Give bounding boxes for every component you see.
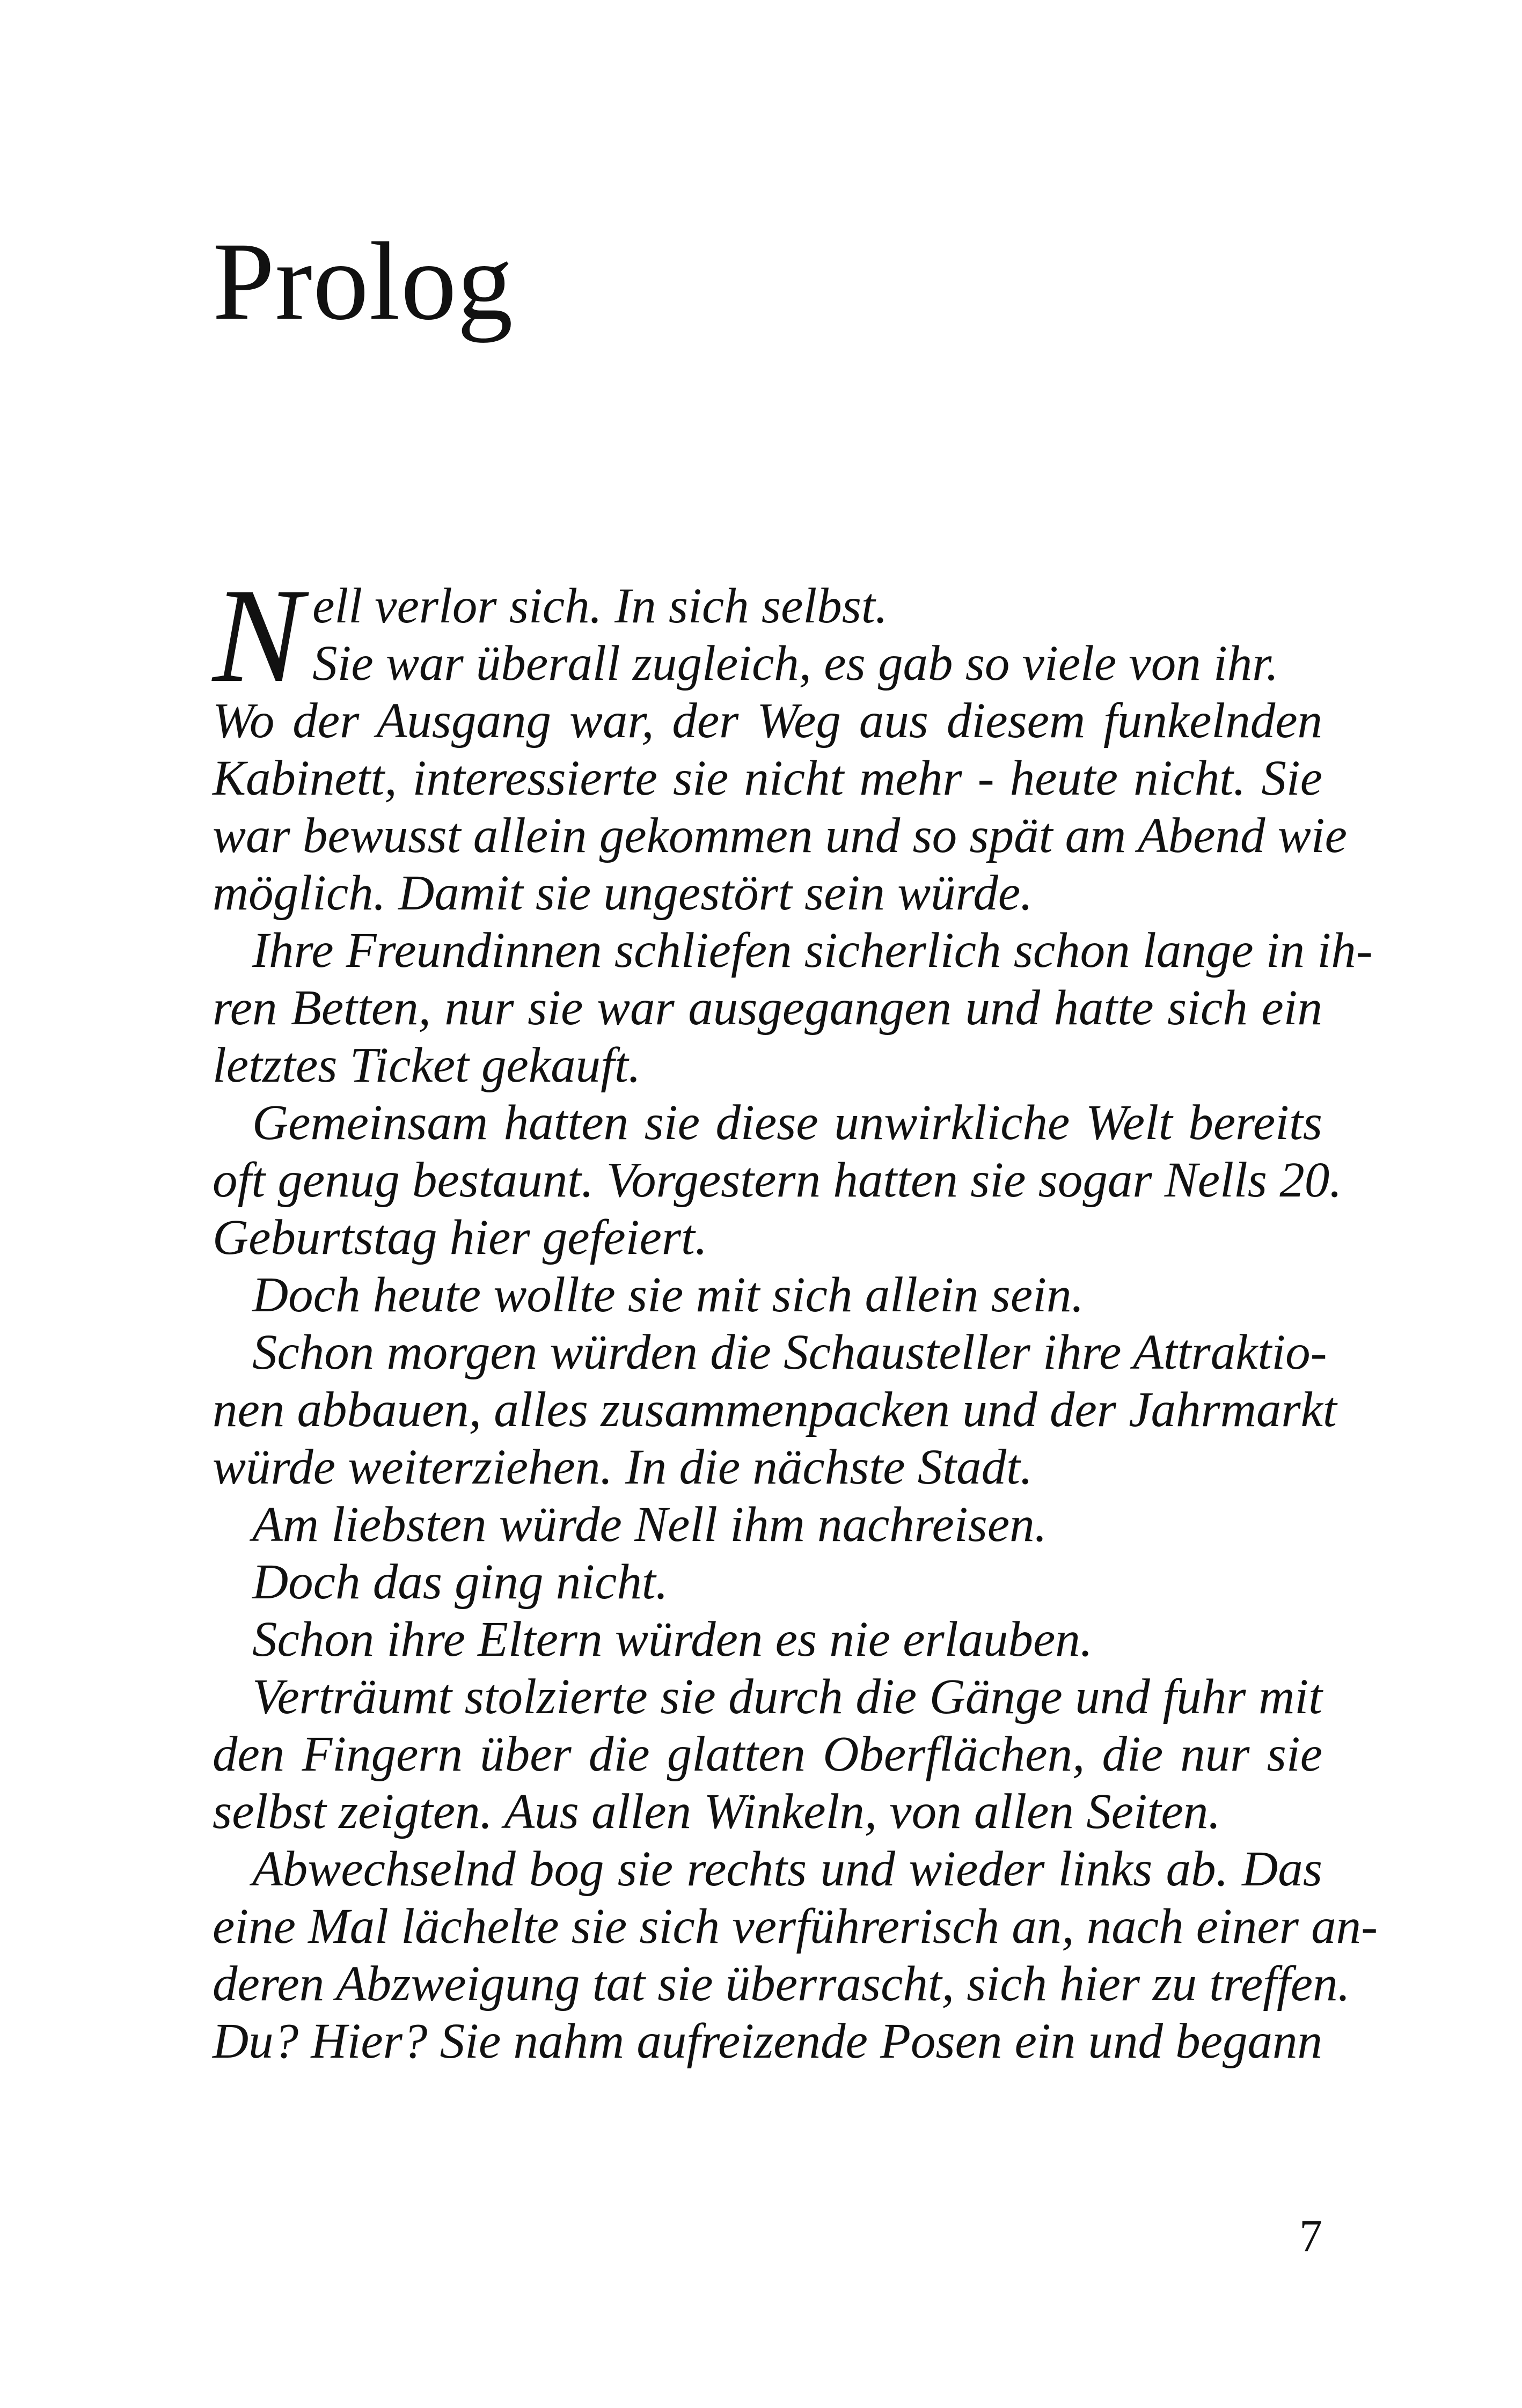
text-line: ren Betten, nur sie war ausgegangen und hatte sich ein (213, 980, 1322, 1036)
text-line: Gemeinsam hatten sie diese unwirkliche Welt bereits (252, 1095, 1322, 1150)
text-line: Am liebsten würde Nell ihm nachreisen. (252, 1497, 1047, 1552)
text-line: Doch das ging nicht. (252, 1554, 668, 1610)
text-line: selbst zeigten. Aus allen Winkeln, von allen Seiten. (213, 1784, 1221, 1839)
text-line: Abwechselnd bog sie rechts und wieder links ab. Das (252, 1841, 1322, 1897)
text-line: Schon ihre Eltern würden es nie erlauben. (252, 1612, 1093, 1667)
text-line: Geburtstag hier gefeiert. (213, 1210, 708, 1265)
text-line: Verträumt stolzierte sie durch die Gänge und fuhr mit (252, 1669, 1322, 1724)
text-line: Wo der Ausgang war, der Weg aus diesem funkelnden (213, 693, 1322, 748)
text-line: Kabinett, interessierte sie nicht mehr - heute nicht. Sie (213, 751, 1322, 806)
text-line: Ihre Freundinnen schliefen sicherlich schon lange in ih- (252, 923, 1373, 978)
text-line: den Fingern über die glatten Oberflächen, die nur sie (213, 1727, 1322, 1782)
text-line: Doch heute wollte sie mit sich allein sein. (252, 1267, 1084, 1323)
page-number: 7 (1299, 2210, 1322, 2262)
text-line: war bewusst allein gekommen und so spät am Abend wie (213, 808, 1347, 863)
text-line: letztes Ticket gekauft. (213, 1038, 641, 1093)
text-line: deren Abzweigung tat sie überrascht, sich hier zu treffen. (213, 1956, 1350, 2011)
text-line: nen abbauen, alles zusammenpacken und der Jahrmarkt (213, 1382, 1337, 1437)
text-line: Schon morgen würden die Schausteller ihre Attraktio- (252, 1325, 1327, 1380)
chapter-title: Prolog (213, 219, 514, 343)
text-lines (213, 560, 1378, 2070)
text-line: möglich. Damit sie ungestört sein würde. (213, 865, 1033, 921)
text-line: ell verlor sich. In sich selbst. (312, 578, 888, 634)
text-line: eine Mal lächelte sie sich verführerisch an, nach einer an- (213, 1899, 1378, 1954)
text-line: Sie war überall zugleich, es gab so viele von ihr. (312, 636, 1279, 691)
drop-cap: N (213, 560, 303, 710)
body-text (213, 560, 1378, 2070)
text-line: oft genug bestaunt. Vorgestern hatten sie sogar Nells 20. (213, 1152, 1342, 1208)
text-line: Du? Hier? Sie nahm aufreizende Posen ein und begann (213, 2014, 1323, 2069)
text-line: würde weiterziehen. In die nächste Stadt. (213, 1440, 1033, 1495)
